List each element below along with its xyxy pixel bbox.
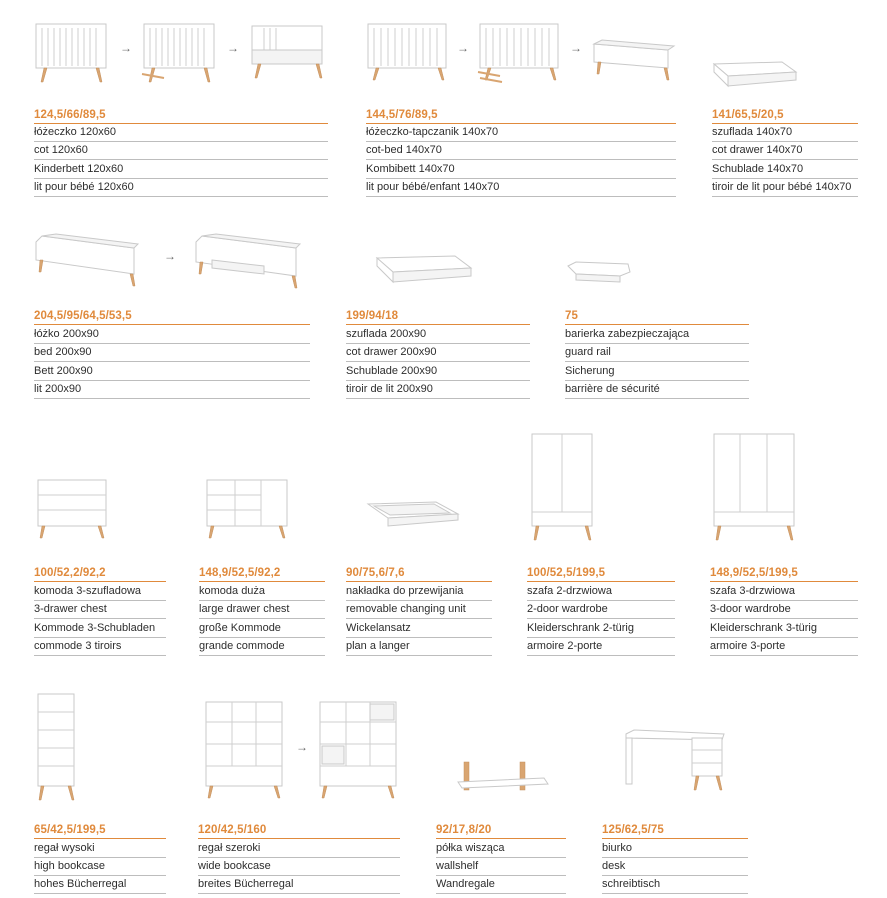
product-name-de: Kleiderschrank 2-türig — [527, 620, 675, 638]
product-name-en: cot-bed 140x70 — [366, 142, 676, 160]
product-dimensions: 199/94/18 — [346, 310, 530, 325]
product-name-de: Bett 200x90 — [34, 363, 310, 381]
product-dimensions: 75 — [565, 310, 749, 325]
product-name-pl: komoda duża — [199, 583, 325, 601]
product-name-en: desk — [602, 858, 748, 876]
product-image-large-drawer-chest — [205, 478, 291, 540]
product-name-fr: tiroir de lit 200x90 — [346, 381, 530, 399]
product-dimensions: 148,9/52,5/199,5 — [710, 567, 858, 582]
product-name-de: breites Bücherregal — [198, 876, 400, 894]
product-image-high-bookcase — [36, 692, 78, 808]
product-name-pl: łóżeczko 120x60 — [34, 124, 328, 142]
product-name-de: Schublade 200x90 — [346, 363, 530, 381]
product-name-pl: szuflada 140x70 — [712, 124, 858, 142]
product-dimensions: 141/65,5/20,5 — [712, 109, 858, 124]
product-name-de: große Kommode — [199, 620, 325, 638]
product-name-pl: łóżeczko-tapczanik 140x70 — [366, 124, 676, 142]
arrow-right-icon: → — [296, 740, 308, 754]
product-name-fr: armoire 3-porte — [710, 638, 858, 656]
product-name-de: Kommode 3-Schubladen — [34, 620, 166, 638]
product-name-en: bed 200x90 — [34, 344, 310, 362]
product-dimensions: 124,5/66/89,5 — [34, 109, 328, 124]
product-name-en: guard rail — [565, 344, 749, 362]
product-dimensions: 65/42,5/199,5 — [34, 824, 166, 839]
product-name-fr: plan a langer — [346, 638, 492, 656]
product-name-pl: biurko — [602, 840, 748, 858]
product-name-pl: szafa 3-drzwiowa — [710, 583, 858, 601]
product-name-pl: łóżko 200x90 — [34, 326, 310, 344]
product-dimensions: 144,5/76/89,5 — [366, 109, 676, 124]
product-name-fr: grande commode — [199, 638, 325, 656]
product-name-de: hohes Bücherregal — [34, 876, 166, 894]
product-dimensions: 120/42,5/160 — [198, 824, 400, 839]
product-name-en: 3-door wardrobe — [710, 601, 858, 619]
product-name-en: cot 120x60 — [34, 142, 328, 160]
product-dimensions: 92/17,8/20 — [436, 824, 566, 839]
arrow-right-icon: → — [120, 41, 132, 55]
product-dimensions: 204,5/95/64,5/53,5 — [34, 310, 310, 325]
product-name-fr: barrière de sécurité — [565, 381, 749, 399]
product-name-de: schreibtisch — [602, 876, 748, 894]
product-image-wallshelf — [456, 760, 552, 794]
product-name-de: Wandregale — [436, 876, 566, 894]
arrow-right-icon: → — [227, 41, 239, 55]
product-dimensions: 90/75,6/7,6 — [346, 567, 492, 582]
product-name-pl: regał wysoki — [34, 840, 166, 858]
product-name-pl: komoda 3-szufladowa — [34, 583, 166, 601]
product-name-en: high bookcase — [34, 858, 166, 876]
product-image-cot-120 — [34, 22, 249, 84]
product-name-de: Kleiderschrank 3-türig — [710, 620, 858, 638]
arrow-right-icon: → — [164, 249, 176, 263]
product-name-en: wallshelf — [436, 858, 566, 876]
arrow-right-icon: → — [570, 41, 582, 55]
product-image-cot-bed-140 — [366, 22, 676, 84]
product-name-fr: commode 3 tiroirs — [34, 638, 166, 656]
product-name-pl: nakładka do przewijania — [346, 583, 492, 601]
product-name-pl: szafa 2-drzwiowa — [527, 583, 675, 601]
product-name-en: large drawer chest — [199, 601, 325, 619]
product-name-de: Kinderbett 120x60 — [34, 161, 328, 179]
product-dimensions: 125/62,5/75 — [602, 824, 748, 839]
product-name-de: Wickelansatz — [346, 620, 492, 638]
product-dimensions: 100/52,5/199,5 — [527, 567, 675, 582]
product-image-wide-bookcase — [204, 700, 414, 806]
product-image-2-door-wardrobe — [530, 432, 596, 544]
product-dimensions: 100/52,2/92,2 — [34, 567, 166, 582]
product-name-pl: szuflada 200x90 — [346, 326, 530, 344]
product-name-pl: barierka zabezpieczająca — [565, 326, 749, 344]
product-name-fr: armoire 2-porte — [527, 638, 675, 656]
product-image-3-door-wardrobe — [712, 432, 798, 544]
product-name-fr: tiroir de lit pour bébé 140x70 — [712, 179, 858, 197]
product-image-drawer-200 — [375, 252, 475, 286]
product-name-pl: regał szeroki — [198, 840, 400, 858]
product-image-3-drawer-chest — [36, 478, 108, 540]
product-name-fr: lit 200x90 — [34, 381, 310, 399]
product-image-guard-rail — [566, 260, 636, 288]
product-image-desk — [624, 728, 728, 794]
product-image-changing-unit — [366, 500, 461, 530]
product-name-fr: lit pour bébé 120x60 — [34, 179, 328, 197]
product-name-de: Sicherung — [565, 363, 749, 381]
product-name-en: cot drawer 200x90 — [346, 344, 530, 362]
product-dimensions: 148,9/52,5/92,2 — [199, 567, 325, 582]
product-image-drawer-140 — [712, 58, 802, 92]
product-name-en: 3-drawer chest — [34, 601, 166, 619]
product-name-pl: półka wisząca — [436, 840, 566, 858]
product-name-en: cot drawer 140x70 — [712, 142, 858, 160]
product-name-en: removable changing unit — [346, 601, 492, 619]
arrow-right-icon: → — [457, 41, 469, 55]
product-name-en: 2-door wardrobe — [527, 601, 675, 619]
product-name-de: Schublade 140x70 — [712, 161, 858, 179]
product-name-de: Kombibett 140x70 — [366, 161, 676, 179]
product-name-en: wide bookcase — [198, 858, 400, 876]
product-name-fr: lit pour bébé/enfant 140x70 — [366, 179, 676, 197]
